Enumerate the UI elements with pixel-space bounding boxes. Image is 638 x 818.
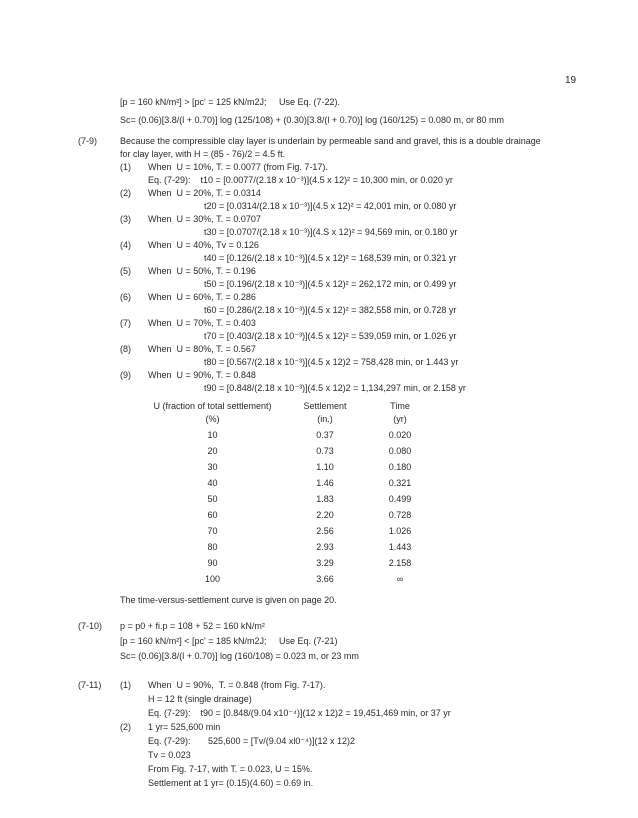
case-number: (5) [120, 266, 131, 276]
case-number: (6) [120, 292, 131, 302]
problem-text: Settlement at 1 yr= (0.15)(4.60) = 0.69 in. [148, 778, 314, 788]
problem-text: for clay layer, with H = (85 - 76)/2 = 4.5 ft. [120, 149, 286, 159]
page-number: 19 [565, 75, 577, 86]
table-cell: 30 [207, 462, 218, 472]
case-number: (9) [120, 370, 131, 380]
problem-number: (7-10) [78, 621, 103, 631]
problem-text: Tv = 0.023 [148, 750, 191, 760]
table-cell: 50 [207, 494, 218, 504]
case-condition: When U = 80%, T. = 0.567 [148, 344, 256, 354]
case-condition: When U = 10%, T. = 0.0077 (from Fig. 7-17). [148, 162, 328, 172]
case-equation: t30 = [0.0707/(2.18 x 10⁻³)](4.S x 12)² = 94,569 min, or 0.180 yr [204, 227, 458, 237]
table-cell: 40 [207, 478, 218, 488]
case-condition: When U = 90%, T. = 0.848 [148, 370, 256, 380]
case-condition: When U = 40%, Tv = 0.126 [148, 240, 259, 250]
problem-text: Eq. (7-29): 525,600 = [Tv/(9.04 xl0⁻⁴)](12 x 12)2 [148, 736, 355, 746]
table-cell: 0.020 [388, 430, 412, 440]
problem-text: Because the compressible clay layer is underlain by permeable sand and gravel, this is a double drainage [120, 136, 541, 146]
case-equation: t50 = [0.196/(2.18 x 10⁻³)](4.5 x 12)² = 262,172 min, or 0.499 yr [204, 279, 457, 289]
table-header-unit: (yr) [393, 414, 407, 424]
problem-text: When U = 90%, T. = 0.848 (from Fig. 7-17). [148, 680, 326, 690]
case-number: (3) [120, 214, 131, 224]
intro-line-1: [p = 160 kN/m²] > [pc' = 125 kN/m2J; Use Eq. (7-22). [120, 97, 341, 107]
note-text: The time-versus-settlement curve is given on page 20. [120, 595, 337, 605]
table-cell: 1.10 [316, 462, 334, 472]
case-number: (1) [120, 162, 131, 172]
intro-line-2: Sc= (0.06)[3.8/(l + 0.70)] log (125/108) + (0.30)[3.8/(l + 0.70)] log (160/125) = 0.080 m, or 80 mm [120, 115, 504, 125]
table-cell: 1.46 [316, 478, 334, 488]
case-number: (2) [120, 722, 131, 732]
table-cell: 1.443 [388, 542, 412, 552]
table-cell: ∞ [396, 574, 404, 584]
case-equation: t70 = [0.403/(2.18 x 10⁻³)](4.5 x 12)² = 539,059 min, or 1.026 yr [204, 331, 457, 341]
case-number: (7) [120, 318, 131, 328]
table-cell: 80 [207, 542, 218, 552]
problem-text: [p = 160 kN/m²] < [pc' = 185 kN/m2J; Use Eq. (7-21) [120, 636, 338, 646]
case-equation: t40 = [0.126/(2.18 x 10⁻³)](4.5 x 12)² = 168,539 min, or 0.321 yr [204, 253, 457, 263]
table-cell: 0.180 [388, 462, 412, 472]
table-cell: 1.026 [388, 526, 412, 536]
problem-number: (7-11) [78, 680, 102, 690]
case-equation: Eq. (7-29): t10 = [0.0077/(2.18 x 10⁻³)](4.5 x 12)² = 10,300 min, or 0.020 yr [148, 175, 453, 185]
table-cell: 0.499 [388, 494, 412, 504]
table-cell: 2.20 [316, 510, 334, 520]
table-cell: 1.83 [316, 494, 334, 504]
table-cell: 0.080 [388, 446, 412, 456]
table-cell: 2.93 [316, 542, 334, 552]
table-header: Time [390, 401, 410, 411]
case-condition: When U = 20%, T. = 0.0314 [148, 188, 261, 198]
table-header-unit: (%) [205, 414, 220, 424]
problem-number: (7-9) [78, 136, 98, 146]
case-equation: t60 = [0.286/(2.18 x 10⁻³)](4.5 x 12)² = 382,558 min, or 0.728 yr [204, 305, 457, 315]
problem-text: Eq. (7-29): t90 = [0.848/(9.04 x10⁻⁴)](12 x 12)2 = 19,451,469 min, or 37 yr [148, 708, 451, 718]
case-condition: When U = 70%, T. = 0.403 [148, 318, 256, 328]
table-cell: 3.29 [316, 558, 334, 568]
table-cell: 10 [207, 430, 218, 440]
case-equation: t20 = [0.0314/(2.18 x 10⁻³)](4.5 x 12)² = 42,001 min, or 0.080 yr [204, 201, 457, 211]
case-condition: When U = 30%, T. = 0.0707 [148, 214, 261, 224]
table-cell: 0.321 [388, 478, 412, 488]
table-cell: 0.37 [316, 430, 334, 440]
table-header: Settlement [303, 401, 347, 411]
case-number: (4) [120, 240, 131, 250]
table-cell: 0.73 [316, 446, 334, 456]
case-equation: t80 = [0.567/(2.18 x 10⁻³)](4.5 x 12)2 = 758,428 min, or 1.443 yr [204, 357, 459, 367]
case-equation: t90 = [0.848/(2.18 x 10⁻³)](4.5 x 12)2 = 1,134,297 min, or 2.158 yr [204, 383, 466, 393]
table-cell: 2.56 [316, 526, 334, 536]
table-header-unit: (in.) [317, 414, 333, 424]
table-cell: 90 [207, 558, 218, 568]
problem-text: H = 12 ft (single drainage) [148, 694, 252, 704]
table-header: U (fraction of total settlement) [153, 401, 272, 411]
problem-text: Sc= (0.06)[3.8/(l + 0.70)] log (160/108) = 0.023 m, or 23 mm [120, 651, 359, 661]
table-cell: 70 [207, 526, 218, 536]
problem-text: p = p0 + fi.p = 108 + 52 = 160 kN/m² [120, 621, 265, 631]
table-cell: 20 [207, 446, 218, 456]
problem-text: From Fig. 7-17, with T. = 0.023, U = 15%. [148, 764, 313, 774]
case-number: (1) [120, 680, 131, 690]
table-cell: 60 [207, 510, 218, 520]
case-condition: When U = 50%, T. = 0.196 [148, 266, 256, 276]
problem-text: 1 yr= 525,600 min [148, 722, 221, 732]
table-cell: 0.728 [388, 510, 412, 520]
table-cell: 100 [204, 574, 221, 584]
table-cell: 3.66 [316, 574, 334, 584]
case-condition: When U = 60%, T. = 0.286 [148, 292, 256, 302]
case-number: (2) [120, 188, 131, 198]
table-cell: 2.158 [388, 558, 412, 568]
case-number: (8) [120, 344, 131, 354]
